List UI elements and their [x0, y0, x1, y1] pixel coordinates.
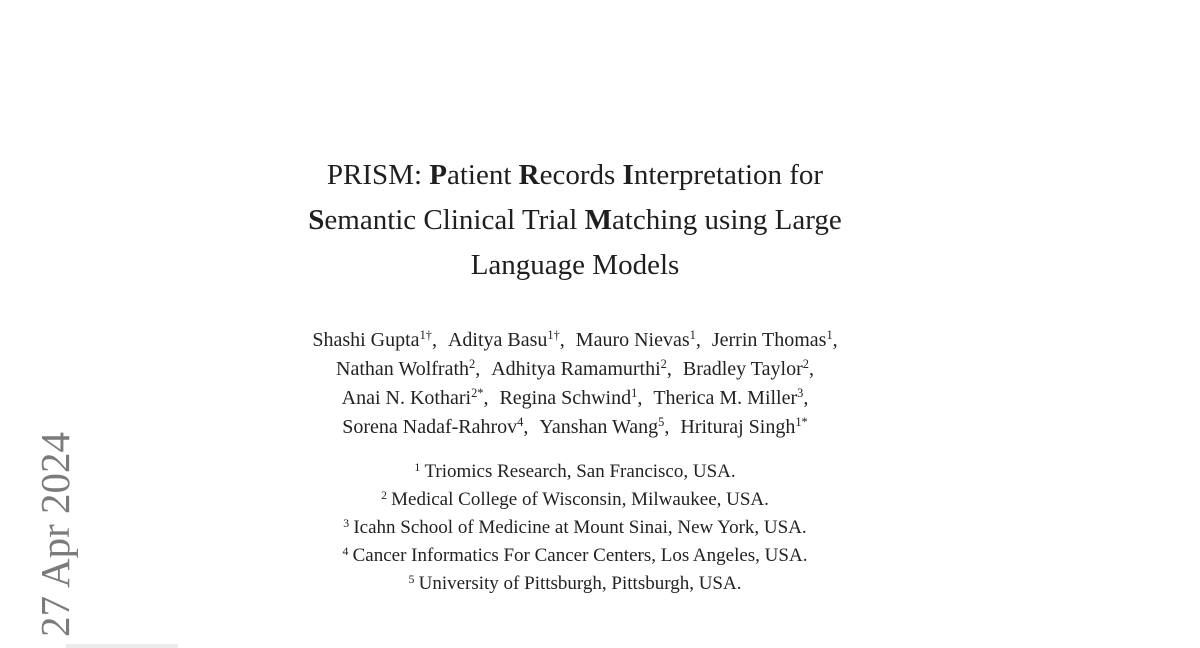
affiliation-item	[0, 514, 1150, 542]
affiliation-item	[0, 570, 1150, 598]
title-line-3	[0, 243, 1150, 288]
author-separator: ,	[431, 329, 437, 351]
author-superscript: 1†	[419, 328, 432, 343]
affiliation-item	[0, 486, 1150, 514]
author-name: Therica M. Miller	[653, 387, 798, 409]
author-name: Hrituraj Singh	[680, 416, 796, 438]
author-superscript: 3	[797, 386, 804, 401]
affiliation-text: Cancer Informatics For Cancer Centers, Los Angeles, USA.	[352, 545, 808, 566]
title-text: atching using Large	[611, 204, 842, 236]
affiliation-number: 4	[342, 544, 349, 558]
author-superscript: 1*	[795, 415, 808, 430]
author-superscript: 5	[658, 415, 665, 430]
title-text: atient	[446, 159, 519, 191]
title-text-bold: P	[429, 159, 447, 191]
affiliation-number: 2	[381, 488, 387, 502]
author-separator: ,	[637, 387, 643, 409]
author-separator: ,	[666, 358, 672, 380]
author-superscript: 1	[689, 328, 696, 343]
author-superscript: 4	[517, 415, 524, 430]
affiliation-item	[0, 458, 1150, 486]
author-separator: ,	[523, 416, 529, 438]
author-superscript: 2*	[471, 386, 484, 401]
affiliation-item	[0, 542, 1150, 570]
author-name: Mauro Nievas	[575, 329, 690, 351]
author-line-2	[0, 355, 1150, 384]
affiliation-number: 5	[408, 572, 415, 586]
author-name: Jerrin Thomas	[711, 329, 827, 351]
affiliation-text: Triomics Research, San Francisco, USA.	[424, 461, 736, 482]
author-line-4	[0, 413, 1150, 442]
author-separator: ,	[664, 416, 670, 438]
title-text: PRISM:	[326, 159, 430, 191]
paper-title	[0, 153, 1150, 288]
affiliation-text: Icahn School of Medicine at Mount Sinai, New York, USA.	[353, 517, 807, 538]
affiliation-list	[0, 458, 1150, 598]
author-list	[0, 326, 1150, 442]
title-text-bold: I	[622, 159, 634, 191]
author-line-3	[0, 384, 1150, 413]
title-text-bold: S	[308, 204, 325, 236]
title-text-bold: M	[584, 204, 612, 236]
author-superscript: 2	[802, 357, 809, 372]
author-name: Sorena Nadaf-Rahrov	[342, 416, 518, 438]
title-text-bold: R	[518, 159, 540, 191]
affiliation-number: 3	[343, 516, 350, 530]
author-separator: ,	[695, 329, 701, 351]
author-superscript: 2	[660, 357, 667, 372]
author-name: Bradley Taylor	[682, 358, 803, 380]
author-separator: ,	[475, 358, 481, 380]
title-text: nterpretation for	[633, 159, 824, 191]
author-separator: ,	[832, 329, 838, 351]
cutoff-text-fragment	[66, 644, 178, 648]
author-name: Nathan Wolfrath	[336, 358, 470, 380]
author-separator: ,	[803, 387, 809, 409]
title-text: ecords	[539, 159, 623, 191]
author-name: Adhitya Ramamurthi	[491, 358, 661, 380]
author-name: Yanshan Wang	[539, 416, 659, 438]
author-superscript: 1†	[547, 328, 560, 343]
affiliation-number: 1	[414, 460, 421, 474]
author-separator: ,	[559, 329, 565, 351]
affiliation-text: University of Pittsburgh, Pittsburgh, USA.	[418, 573, 742, 594]
author-superscript: 1	[826, 328, 833, 343]
title-text: emantic Clinical Trial	[324, 204, 585, 236]
author-separator: ,	[808, 358, 814, 380]
arxiv-date-watermark: 27 Apr 2024	[32, 432, 78, 637]
author-name: Regina Schwind	[499, 387, 632, 409]
title-text: Language Models	[470, 249, 680, 281]
author-name: Shashi Gupta	[312, 329, 420, 351]
affiliation-text: Medical College of Wisconsin, Milwaukee, USA.	[391, 489, 769, 510]
title-line-1	[0, 153, 1150, 198]
author-line-1	[0, 326, 1150, 355]
author-superscript: 1	[631, 386, 638, 401]
author-name: Aditya Basu	[447, 329, 548, 351]
title-line-2	[0, 198, 1150, 243]
author-name: Anai N. Kothari	[341, 387, 472, 409]
author-separator: ,	[483, 387, 489, 409]
author-superscript: 2	[469, 357, 476, 372]
